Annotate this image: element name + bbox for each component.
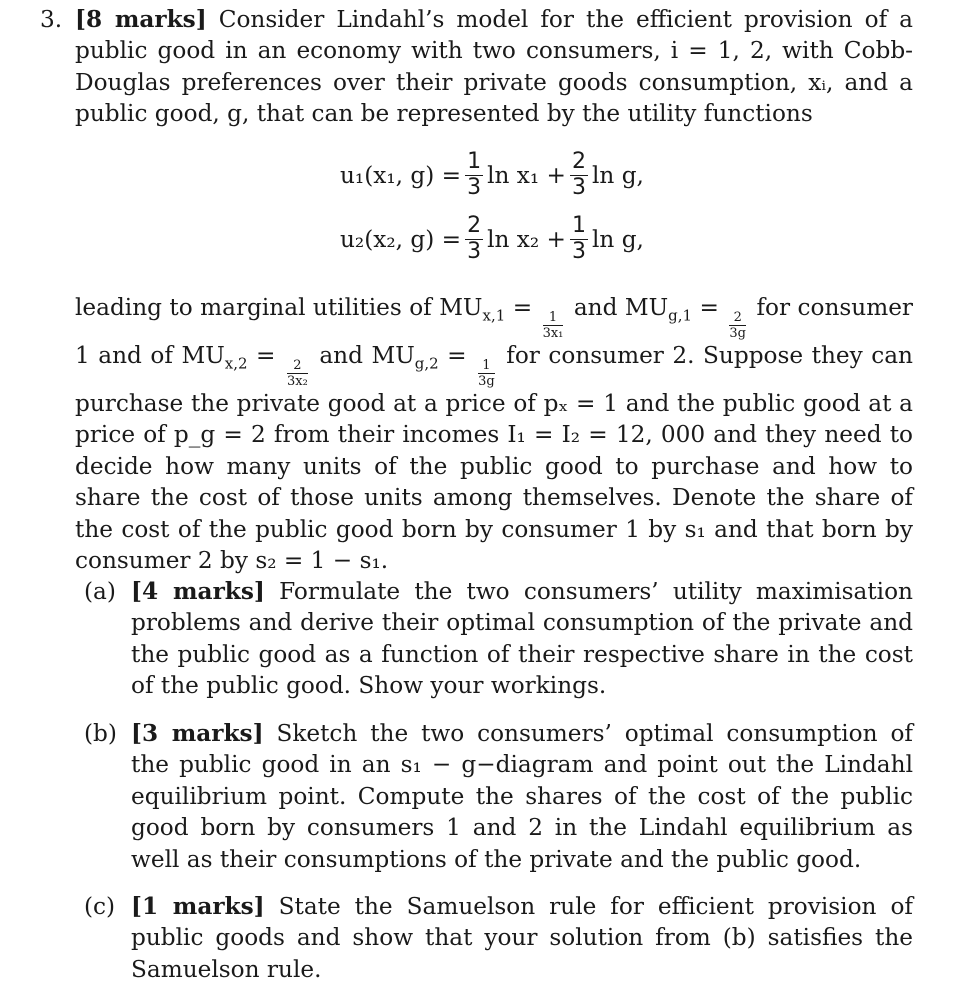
part-c-text: State the Samuelson rule for efficient provision of public goods and show that your solution from (b) satisfies the Samuelson rule. bbox=[131, 893, 914, 983]
equation-2-term-2: ln g, bbox=[591, 225, 644, 253]
part-b-marks: [3 marks] bbox=[131, 720, 264, 747]
mu-x2-subscript: x,2 bbox=[224, 354, 248, 373]
part-b bbox=[131, 718, 913, 875]
part-a-text: Formulate the two consumers’ utility maximisation problems and derive their optimal consumption of the private and the public good as a function of their respective share in the cost of the public good. Show your workings. bbox=[131, 578, 913, 700]
question-intro bbox=[75, 4, 913, 130]
body-text-1: leading to marginal utilities of MU bbox=[75, 294, 483, 321]
equation-2-lhs: u₂(x₂, g) = bbox=[340, 225, 462, 253]
question-number: 3. bbox=[40, 6, 63, 33]
body-text-4: and MU bbox=[310, 342, 415, 369]
part-a-label: (a) bbox=[84, 578, 116, 605]
part-c-label: (c) bbox=[84, 893, 116, 920]
part-b-label: (b) bbox=[84, 720, 117, 747]
mu-x1-subscript: x,1 bbox=[482, 306, 506, 325]
mu-g1-fraction: $\frac{2}{3g}$ bbox=[729, 310, 746, 341]
mu-g2-subscript: g,2 bbox=[414, 354, 439, 373]
question-intro-text: Consider Lindahl’s model for the efficient provision of a public good in an economy with two consumers, i = 1, 2, with Cobb-Douglas preferences over their private goods consumption, xᵢ, and a public good, g, that can be represented by the utility functions bbox=[75, 6, 914, 128]
utility-equation-2 bbox=[340, 214, 644, 264]
equation-1-fraction-2: $\frac{2}{3}$ bbox=[571, 149, 586, 200]
equation-1-fraction-1: $\frac{1}{3}$ bbox=[467, 149, 482, 200]
part-c-marks: [1 marks] bbox=[131, 893, 265, 920]
equation-2-fraction-2: $\frac{1}{3}$ bbox=[571, 213, 586, 264]
mu-x2-fraction: $\frac{2}{\text{3x₂}}$ bbox=[286, 358, 308, 389]
part-b-text: Sketch the two consumers’ optimal consumption of the public good in an s₁ − g−diagram and point out the Lindahl equilibrium point. Compute the shares of the cost of the public good born by consumers 1 and 2 in the Lindahl equilibrium as well as their consumptions of the private and the public good. bbox=[131, 720, 913, 873]
part-a bbox=[131, 576, 913, 702]
body-text-2: and MU bbox=[566, 294, 669, 321]
equation-1-lhs: u₁(x₁, g) = bbox=[340, 161, 462, 189]
equation-2-fraction-1: $\frac{2}{3}$ bbox=[467, 213, 482, 264]
question-body: leading to marginal utilities of $MU_{x,1}$ = $\frac{1}{\text{3x₁}}$ and $MU_{g,1}$ = $\frac{2}{3g}$ for consumer 1 and of $MU_{x,2}$ = $\frac{2}{\text{3x₂}}$ and $MU_{g,2}$ = $\frac{1}{3g}$ for consumer 2. Suppose they can purchase the private good at a price of pₓ = 1 and the public good at a price of p_g = 2 from their incomes I₁ = I₂ = 12, 000 and they need to decide how many units of the public good to purchase and how to share the cost of those units among themselves. Denote the share of the cost of the public good born by consumer 1 by s₁ and that born by consumer 2 by s₂ = 1 − s₁. bbox=[75, 294, 914, 575]
equation-2-term-1: ln x₂ + bbox=[487, 225, 566, 253]
part-c bbox=[131, 891, 913, 985]
body-text-5: for consumer 2. Suppose they can purchase the private good at a price of pₓ = 1 and the public good at a price of p_g = 2 from their incomes I₁ = I₂ = 12, 000 and they need to decide how many units of the public good to purchase and how to share the cost of those units among themselves. Denote the share of the cost of the public good born by consumer 1 by s₁ and that born by consumer 2 by s₂ = 1 − s₁. bbox=[75, 342, 913, 575]
utility-equation-1 bbox=[340, 150, 644, 200]
mu-g1-subscript: g,1 bbox=[668, 306, 693, 325]
equation-1-term-1: ln x₁ + bbox=[487, 161, 566, 189]
equation-1-term-2: ln g, bbox=[591, 161, 644, 189]
question-marks: [8 marks] bbox=[75, 6, 207, 33]
body-text-3: for consumer 1 and of MU bbox=[75, 294, 914, 369]
part-a-marks: [4 marks] bbox=[131, 578, 265, 605]
mu-x1-fraction: $\frac{1}{\text{3x₁}}$ bbox=[542, 310, 564, 341]
mu-g2-fraction: $\frac{1}{3g}$ bbox=[478, 358, 495, 389]
